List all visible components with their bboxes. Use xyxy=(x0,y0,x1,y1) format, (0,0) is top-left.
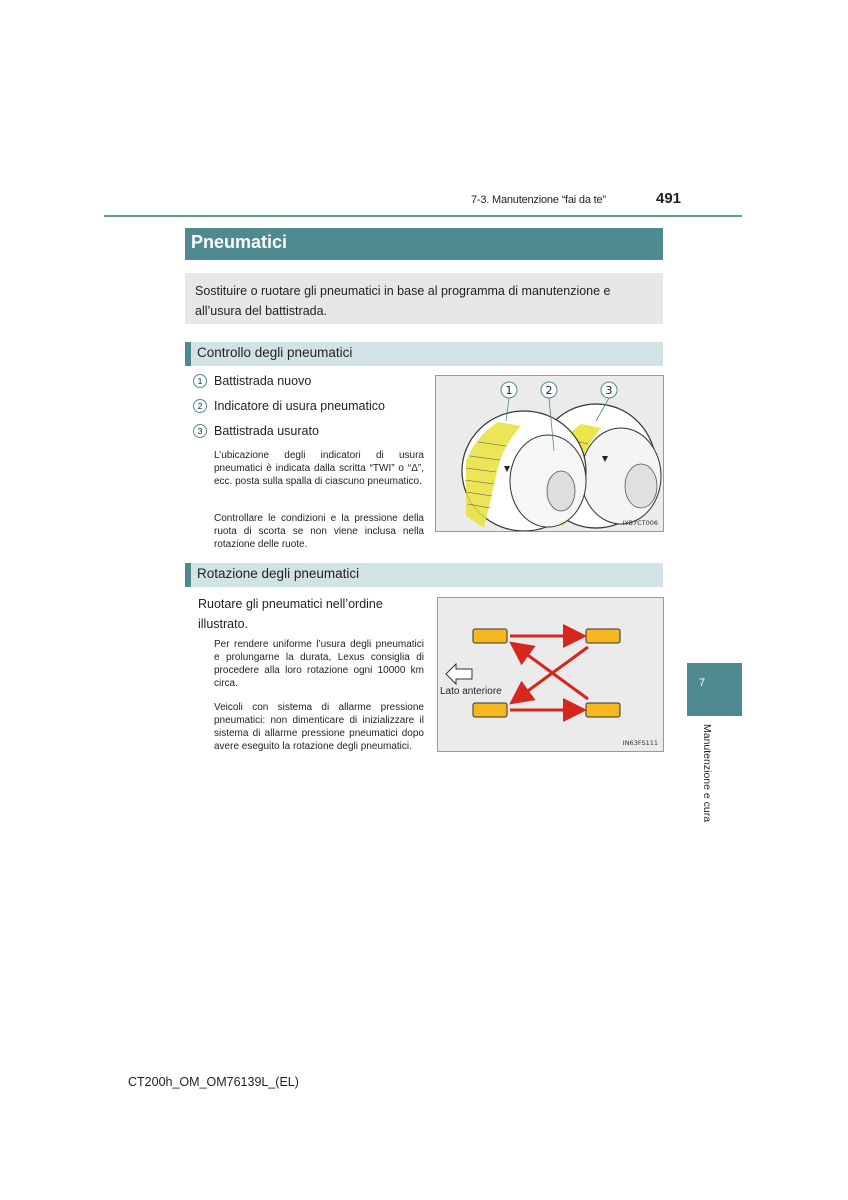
tire-front-left xyxy=(473,629,507,643)
header-rule xyxy=(104,215,742,217)
item-label-wear-indicator: Indicatore di usura pneumatico xyxy=(214,399,385,413)
section-heading-text: Controllo degli pneumatici xyxy=(197,345,353,360)
section-heading-text: Rotazione degli pneumatici xyxy=(197,566,360,581)
item-number-3: 3 xyxy=(193,424,207,438)
figure-code: IN63FS111 xyxy=(622,739,658,747)
front-direction-arrow xyxy=(446,664,472,684)
front-label: Lato anteriore xyxy=(440,686,502,697)
tire-tread-illustration xyxy=(436,376,663,531)
item-label-new-tread: Battistrada nuovo xyxy=(214,374,312,388)
note-spare-tire: Controllare le condizioni e la pressione della ruota di scorta se non viene inclusa nella rotazione delle ruote. xyxy=(214,513,424,550)
item-number-2: 2 xyxy=(193,399,207,413)
note-pressure-warning-system: Veicoli con sistema di allarme pressione pneumatici: non dimenticare di inizializzare il sistema di allarme pressione pneumatici dopo avere eseguito la rotazione degli pneumatici. xyxy=(214,702,424,752)
chapter-tab xyxy=(687,663,742,716)
page-title-bar xyxy=(185,228,663,260)
section-heading-tire-rotation xyxy=(185,563,663,587)
item-number-1: 1 xyxy=(193,374,207,388)
tire-front xyxy=(462,411,586,531)
tire-rear-right xyxy=(586,703,620,717)
chapter-label: Manutenzione e cura xyxy=(701,724,713,823)
intro-box xyxy=(185,273,663,324)
running-header: 7-3. Manutenzione “fai da te” xyxy=(471,194,606,206)
page-number: 491 xyxy=(656,190,682,207)
section-heading-tire-check xyxy=(185,342,663,366)
tire-front-right xyxy=(473,703,507,717)
note-rotation-interval: Per rendere uniforme l’usura degli pneumatici e prolungarne la durata, Lexus consiglia di procedere alla loro rotazione ogni 10000 km circa. xyxy=(214,639,424,689)
page-title: Pneumatici xyxy=(191,232,288,252)
callout-2: 2 xyxy=(545,384,553,397)
chapter-number: 7 xyxy=(699,677,706,689)
rotation-intro: Ruotare gli pneumatici nell’ordine illustrato. xyxy=(198,597,383,631)
tire-rotation-diagram xyxy=(438,598,663,751)
footer-doc-code: CT200h_OM_OM76139L_(EL) xyxy=(128,1075,299,1089)
intro-text: Sostituire o ruotare gli pneumatici in base al programma di manutenzione e all’usura del battistrada. xyxy=(195,284,611,318)
callout-3: 3 xyxy=(605,384,613,397)
note-wear-indicator-location: L’ubicazione degli indicatori di usura pneumatici è indicata dalla scritta “TWI” o “Δ”, ecc. posta sulla spalla di ciascuno pneumatico. xyxy=(214,450,424,487)
item-label-worn-tread: Battistrada usurato xyxy=(214,424,319,438)
callout-1: 1 xyxy=(505,384,513,397)
tire-rotation-figure xyxy=(437,597,664,752)
tire-tread-figure xyxy=(435,375,664,532)
tire-rear-left xyxy=(586,629,620,643)
figure-code: IYB7CT006 xyxy=(622,519,658,527)
